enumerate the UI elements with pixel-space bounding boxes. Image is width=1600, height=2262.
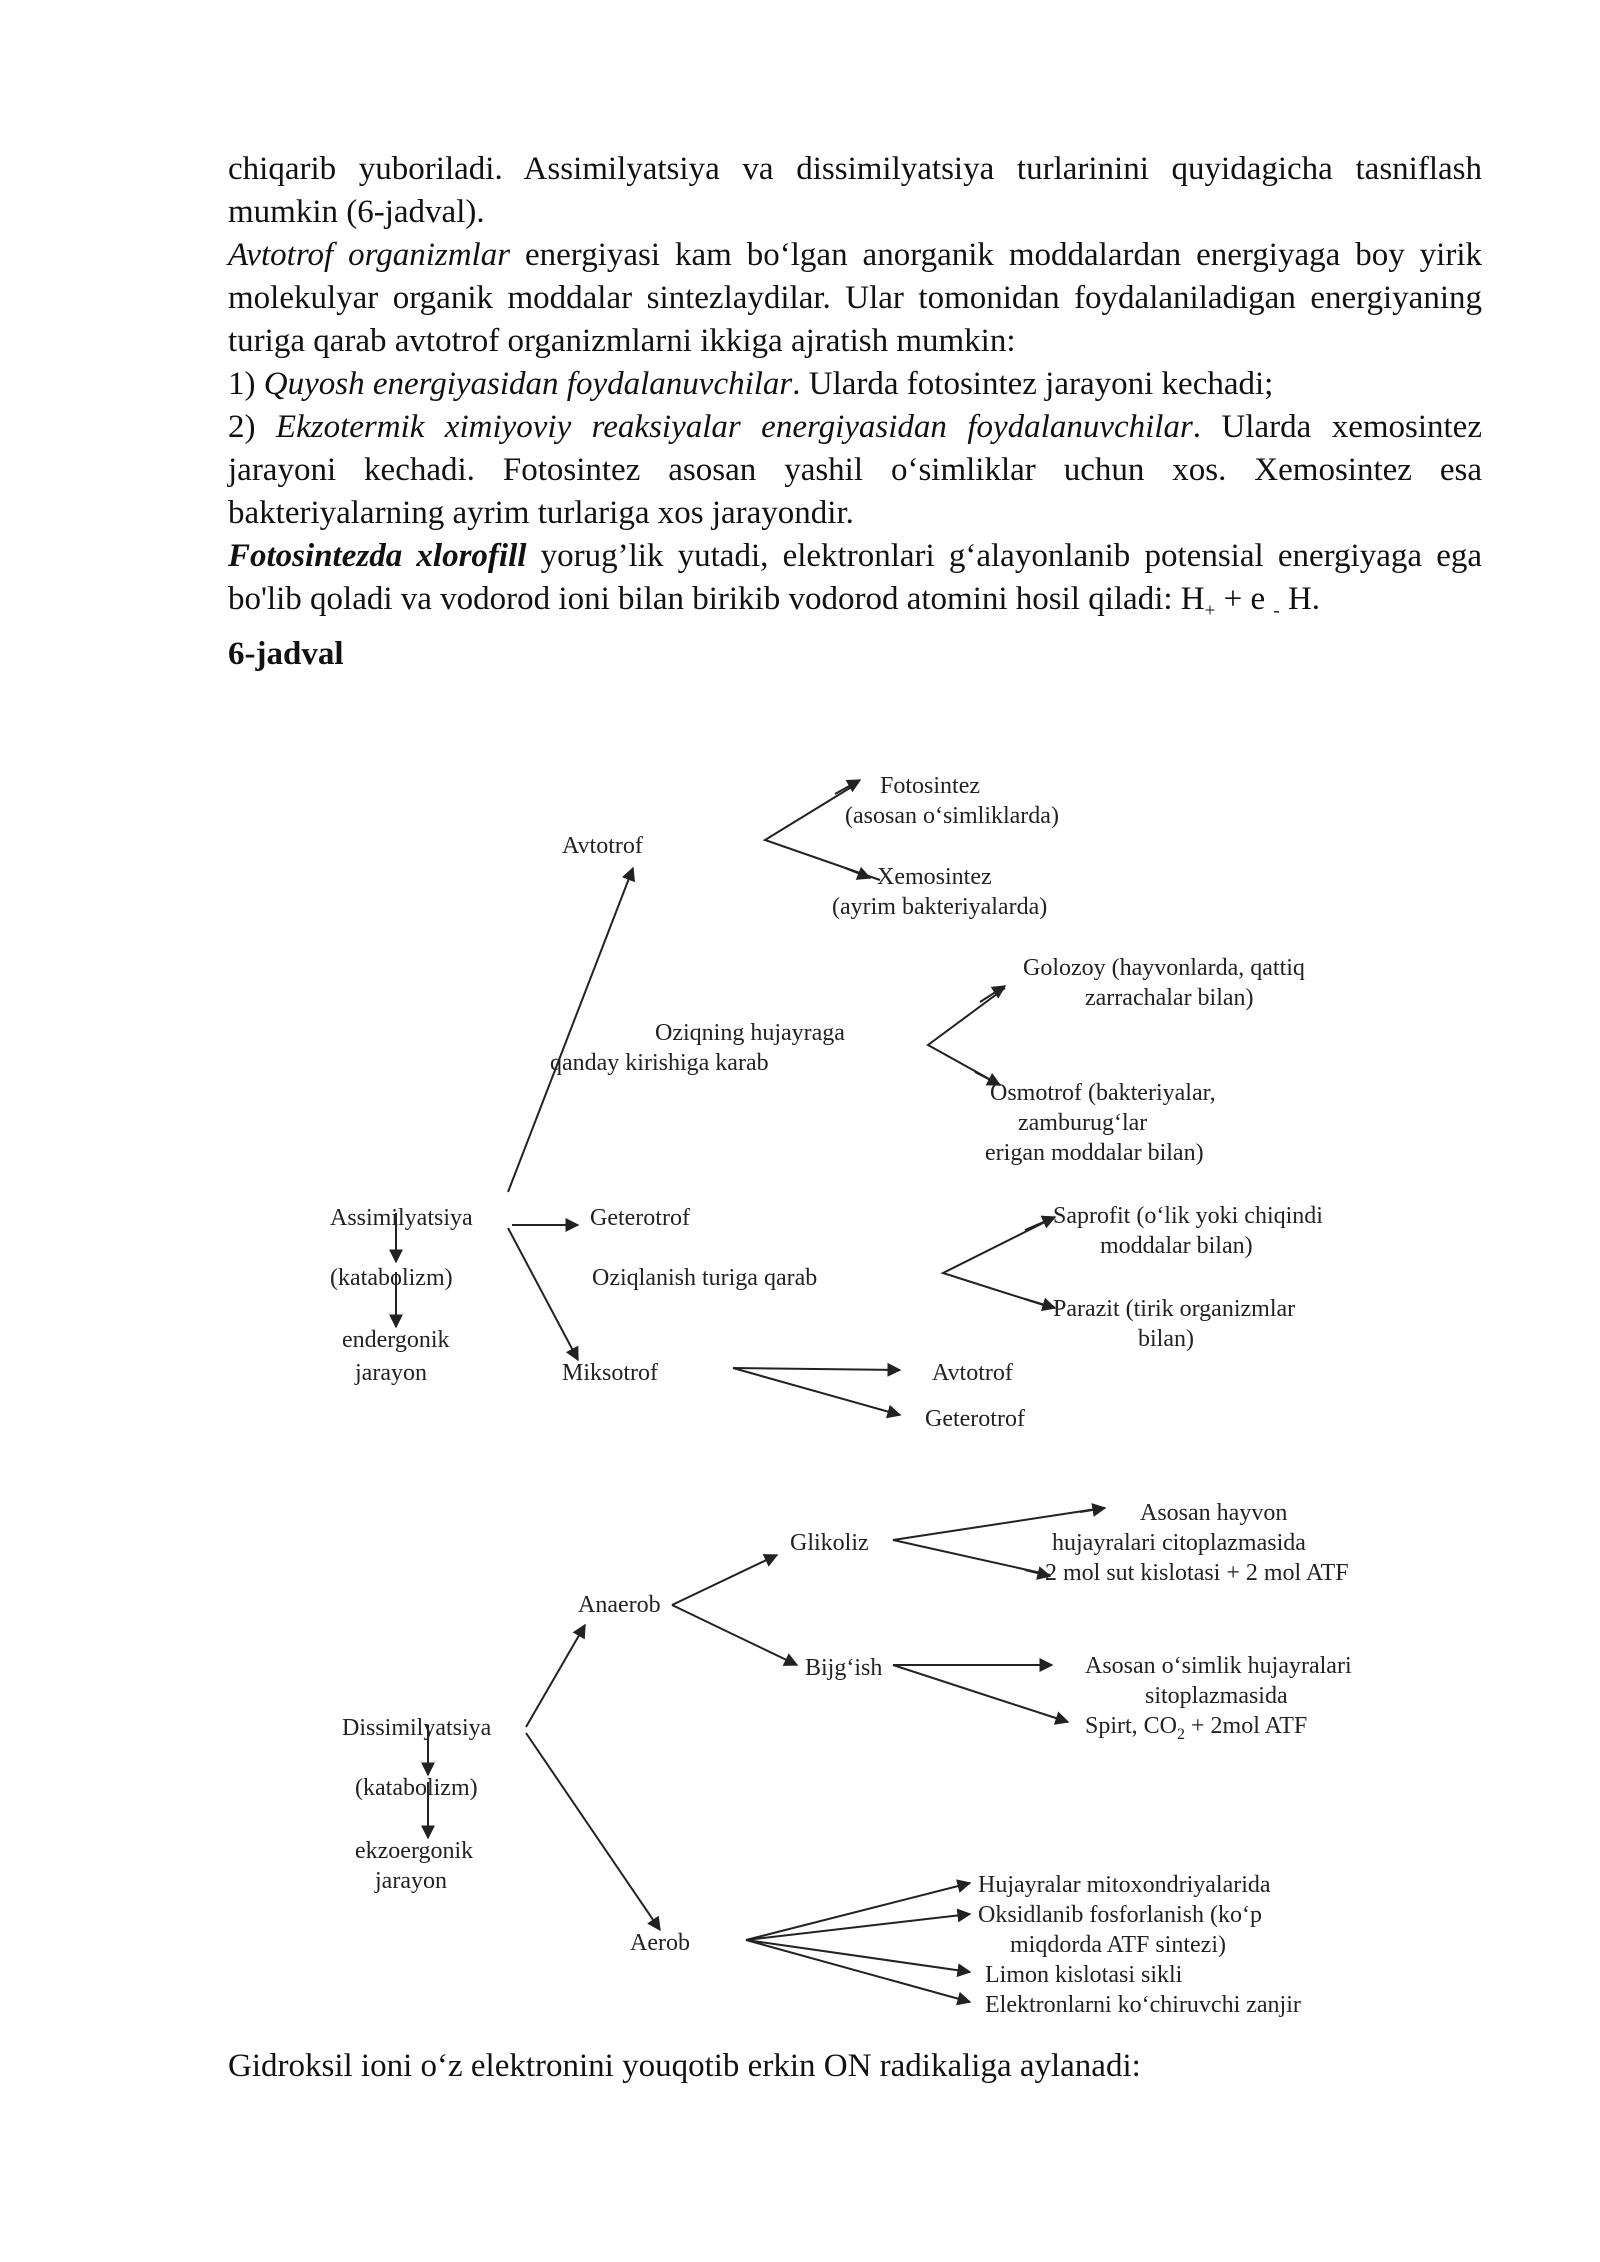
geterotrof2-label: Geterotrof — [925, 1406, 1025, 1432]
parazit-label-2: bilan) — [1138, 1326, 1194, 1352]
arrow-to-avtotrof2 — [733, 1368, 900, 1370]
limon-label: Limon kislotasi sikli — [985, 1962, 1183, 1988]
parazit-label-1: Parazit (tirik organizmlar — [1053, 1296, 1296, 1322]
osmotrof-label-1: Osmotrof (bakteriyalar, — [990, 1080, 1216, 1106]
arrow-to-osmotrof — [975, 1072, 1000, 1085]
arrow-to-spirt — [893, 1665, 1068, 1722]
xemosintez-note: (ayrim bakteriyalarda) — [832, 894, 1048, 920]
arrow-to-limon — [746, 1940, 970, 1972]
arrow-to-fotosintez — [835, 780, 860, 794]
paragraph-3: 1) Quyosh energiyasidan foydalanuvchilar. Ularda fotosintez jarayoni kechadi; — [228, 366, 1274, 402]
arrow-to-avtotrof — [508, 868, 633, 1192]
xemosintez-label: Xemosintez — [877, 864, 992, 890]
arrow-to-mito — [746, 1883, 970, 1940]
arrow-to-bijgish — [672, 1605, 797, 1665]
paragraph-5: Fotosintezda xlorofill yorug’lik yutadi, elektronlari g‘alayonlanib potensial energiyaga ega bo'lib qoladi va vodorod ioni bilan birikib vodorod atomini hosil qiladi: $H_+ + e$ $_-$ H. — [228, 538, 1482, 622]
spirt-label: Spirt, $CO_2 + 2mol$ ATF — [1085, 1713, 1308, 1743]
avtotrof2-label: Avtotrof — [932, 1360, 1013, 1386]
arrow-to-anaerob — [526, 1625, 585, 1727]
osmotrof-label-3: erigan moddalar bilan) — [985, 1140, 1204, 1166]
avtotrof-label: Avtotrof — [562, 833, 643, 859]
jarayon2-label: jarayon — [375, 1868, 447, 1894]
golozoy-label-1: Golozoy (hayvonlarda, qattiq — [1023, 955, 1305, 981]
arrow-to-xemosintez — [845, 868, 870, 878]
paragraph-2: Avtotrof organizmlar energiyasi kam bo‘lgan anorganik moddalardan energiyaga boy yirik molekulyar organik moddalar sintezlaydilar. Ular tomonidan foydalaniladigan energiyaning turiga qarab avtotrof organizmlarni ikkiga ajratish mumkin: — [228, 237, 1483, 359]
jarayon-label: jarayon — [355, 1360, 427, 1386]
oziqning-label-1: Oziqning hujayraga — [655, 1020, 845, 1046]
katabolizm-label: (katabolizm) — [330, 1265, 453, 1291]
arrow-to-oksid — [746, 1914, 970, 1940]
arrow-to-parazit — [1025, 1299, 1055, 1308]
dissimilyatsiya-label: Dissimilyatsiya — [342, 1715, 492, 1741]
mito-label: Hujayralar mitoxondriyalarida — [978, 1872, 1271, 1898]
paragraph-4: 2) Ekzotermik ximiyoviy reaksiyalar energiyasidan foydalanuvchilar. Ularda xemosintez jarayoni kechadi. Fotosintez asosan yashil o‘simliklar uchun xos. Xemosintez esa bakteriyalarning ayrim turlariga xos jarayondir. — [228, 409, 1482, 531]
fotosintez-label: Fotosintez — [880, 773, 980, 799]
endergonik-label: endergonik — [342, 1327, 450, 1353]
arrow-to-elektron — [746, 1940, 970, 2002]
fotosintez-note: (asosan o‘simliklarda) — [845, 803, 1059, 829]
asosan-osimlik-1: Asosan o‘simlik hujayralari — [1085, 1653, 1352, 1679]
term-avtotrof: Avtotrof organizmlar — [228, 237, 511, 273]
geterotrof-label: Geterotrof — [590, 1205, 690, 1231]
oksid-label-1: Oksidlanib fosforlanish (ko‘p — [978, 1902, 1262, 1928]
arrow-to-aerob — [526, 1733, 660, 1930]
table-label: 6-jadval — [228, 635, 344, 672]
asosan-hayvon-2: hujayralari citoplazmasida — [1052, 1530, 1306, 1556]
osmotrof-label-2: zamburug‘lar — [1018, 1110, 1148, 1136]
arrow-to-geterotrof2 — [733, 1368, 900, 1415]
asosan-osimlik-2: sitoplazmasida — [1145, 1683, 1288, 1709]
oziqning-label-2: qanday kirishiga karab — [550, 1050, 769, 1076]
arrow-to-golozoy — [980, 986, 1005, 1002]
saprofit-label-2: moddalar bilan) — [1100, 1233, 1253, 1259]
footer-paragraph: Gidroksil ioni o‘z elektronini youqotib erkin ON radikaliga aylanadi: — [228, 2048, 1141, 2084]
miksotrof-label: Miksotrof — [562, 1360, 658, 1386]
arrow-to-glikoliz — [672, 1555, 777, 1605]
arrow-to-saprofit — [1025, 1217, 1055, 1230]
bijgish-label: Bijg‘ish — [805, 1655, 883, 1681]
assimilyatsiya-label: Assimilyatsiya — [330, 1205, 473, 1231]
dissimilation-diagram — [342, 1500, 1352, 2018]
saprofit-label-1: Saprofit (o‘lik yoki chiqindi — [1053, 1203, 1323, 1229]
assimilation-diagram — [330, 773, 1323, 1432]
golozoy-label-2: zarrachalar bilan) — [1085, 985, 1254, 1011]
asosan-hayvon-1: Asosan hayvon — [1140, 1500, 1288, 1526]
asosan-hayvon-3: 2 mol sut kislotasi + 2 mol ATF — [1045, 1560, 1349, 1586]
anaerob-label: Anaerob — [578, 1592, 661, 1618]
oziqlanish-label: Oziqlanish turiga qarab — [592, 1265, 818, 1291]
aerob-label: Aerob — [630, 1930, 690, 1956]
ekzoergonik-label: ekzoergonik — [355, 1838, 474, 1864]
paragraph-1: chiqarib yuboriladi. Assimilyatsiya va dissimilyatsiya turlarinini quyidagicha tasniflash mumkin (6-jadval). — [228, 151, 1482, 230]
katabolizm2-label: (katabolizm) — [355, 1775, 478, 1801]
oksid-label-2: miqdorda ATF sintezi) — [1010, 1932, 1226, 1958]
glikoliz-label: Glikoliz — [790, 1530, 869, 1556]
arrow-to-miksotrof — [508, 1228, 578, 1360]
elektron-label: Elektronlarni ko‘chiruvchi zanjir — [985, 1992, 1301, 2018]
